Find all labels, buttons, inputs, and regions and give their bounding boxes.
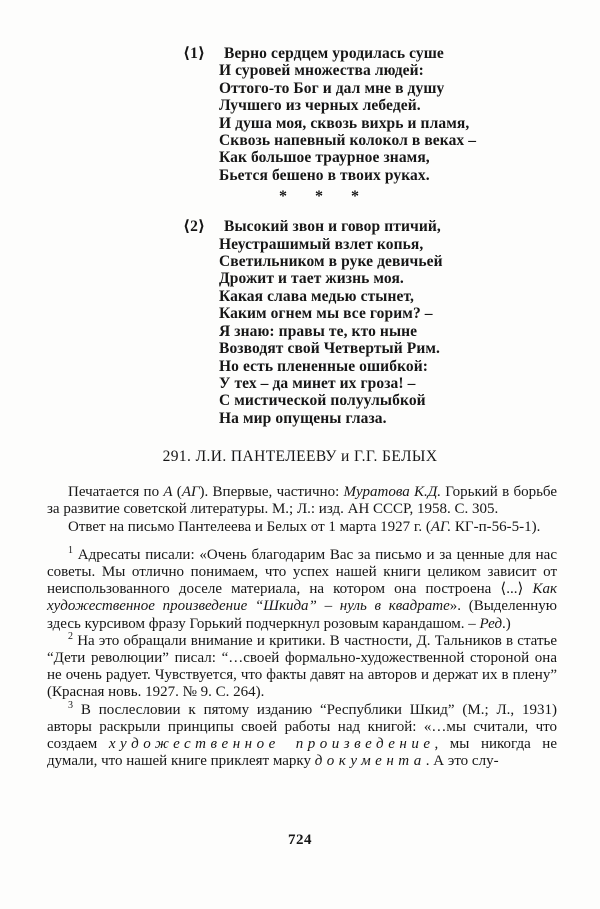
poem-line: Сквозь напевный колокол в веках –	[219, 132, 477, 150]
poem-line: Светильником в руке девичьей	[219, 253, 443, 271]
poem-line: Я знаю: правы те, кто ныне	[219, 322, 418, 340]
poem-line: На мир опущены глаза.	[219, 409, 387, 427]
text-run: ». (Выделенную здесь курсивом фразу Горький подчеркнул розовым карандашом. –	[47, 598, 557, 632]
page-number: 724	[288, 832, 312, 848]
footnote-number: 3	[68, 699, 73, 711]
text-run: Ред	[479, 615, 503, 632]
source-paragraphs	[47, 484, 557, 536]
poem-line: С мистической полуулыбкой	[219, 392, 426, 410]
poems-section	[0, 0, 600, 427]
poem-lines	[219, 218, 443, 427]
letter-heading: 291. Л.И. ПАНТЕЛЕЕВУ и Г.Г. БЕЛЫХ	[162, 448, 438, 466]
poem-line: Бьется бешено в твоих руках.	[219, 166, 430, 184]
paragraph	[47, 484, 557, 518]
poem-marker: ⟨1⟩	[183, 45, 206, 62]
text-run: КГ-п-56-5-1).	[451, 518, 541, 535]
text-run: Ответ на письмо Пантелеева и Белых от 1 марта 1927 г. (	[68, 518, 431, 535]
footnote	[47, 630, 558, 702]
poem-line: Лучшего из черных лебедей.	[219, 97, 421, 115]
poem-line: И суровей множества людей:	[219, 62, 424, 80]
footnote	[47, 544, 558, 633]
poem-line: Как большое траурное знамя,	[219, 149, 430, 167]
footnote-number: 1	[68, 544, 73, 556]
text-run: художественное произведение	[108, 735, 435, 752]
poem-line: Но есть плененные ошибкой:	[219, 357, 429, 375]
poem-2	[183, 218, 600, 427]
text-run: документа	[314, 753, 426, 770]
poem-line: Возводят свой Четвертый Рим.	[219, 340, 440, 358]
poem-line: И душа моя, сквозь вихрь и пламя,	[219, 114, 470, 132]
footnotes-section	[47, 544, 558, 771]
text-run: Муратова К.Д.	[343, 484, 442, 501]
text-run: Горький в борьбе за развитие советской литературы. М.; Л.: изд. АН СССР, 1958. С. 305.	[47, 484, 558, 518]
text-run: .)	[502, 615, 511, 632]
text-run: АГ	[181, 484, 200, 501]
poem-line: Оттого-то Бог и дал мне в душу	[219, 79, 445, 97]
poem-line: Какая слава медью стынет,	[219, 287, 415, 305]
poem-marker: ⟨2⟩	[183, 218, 206, 236]
poem-line: Дрожит и тает жизнь моя.	[219, 270, 404, 288]
poem-line: Верно сердцем уродилась суше	[224, 45, 444, 62]
text-run: ). Впервые, частично:	[199, 484, 344, 501]
poem-1	[183, 45, 600, 184]
poem-line: Каким огнем мы все горим? –	[219, 305, 433, 323]
footnote	[47, 699, 557, 771]
text-run: Печатается по	[68, 484, 164, 501]
text-run: (	[172, 484, 182, 501]
text-run: , мы никогда не думали, что нашей книге приклеят марку	[47, 735, 557, 770]
footnote-number: 2	[68, 630, 73, 642]
text-run: Как художественное произведение “Шкида” – нуль в квадрате	[47, 581, 557, 615]
paragraph	[47, 519, 557, 536]
text-run: АГ.	[430, 518, 452, 535]
text-run: А	[163, 484, 173, 501]
text-run: В послесловии к пятому изданию “Республики Шкид” (М.; Л., 1931) авторы раскрыли принципы своей работы над книгой: «…мы считали, что создаем	[47, 701, 557, 752]
text-run: Адресаты писали: «Очень благодарим Вас за письмо и за ценные для нас советы. Мы отлично понимаем, что успех нашей книги целиком зависит от неиспользованного доселе материала, на котором она построена ⟨...⟩	[47, 546, 558, 598]
stanza-separator: * * *	[279, 188, 359, 206]
poem-line: Неустрашимый взлет копья,	[219, 235, 424, 253]
poem-lines	[219, 45, 476, 184]
text-run: На это обращали внимание и критики. В частности, Д. Тальников в статье “Дети революции” писал: “…своей формально-художественной стороной она не очень радует. Чувствуется, что факты давят на авторов и держат их в плену” (Красная новь. 1927. № 9. С. 264).	[47, 632, 558, 701]
poem-line: Высокий звон и говор птичий,	[224, 218, 441, 236]
text-run: . А это слу-	[425, 753, 499, 770]
poem-line: У тех – да минет их гроза! –	[219, 374, 416, 392]
